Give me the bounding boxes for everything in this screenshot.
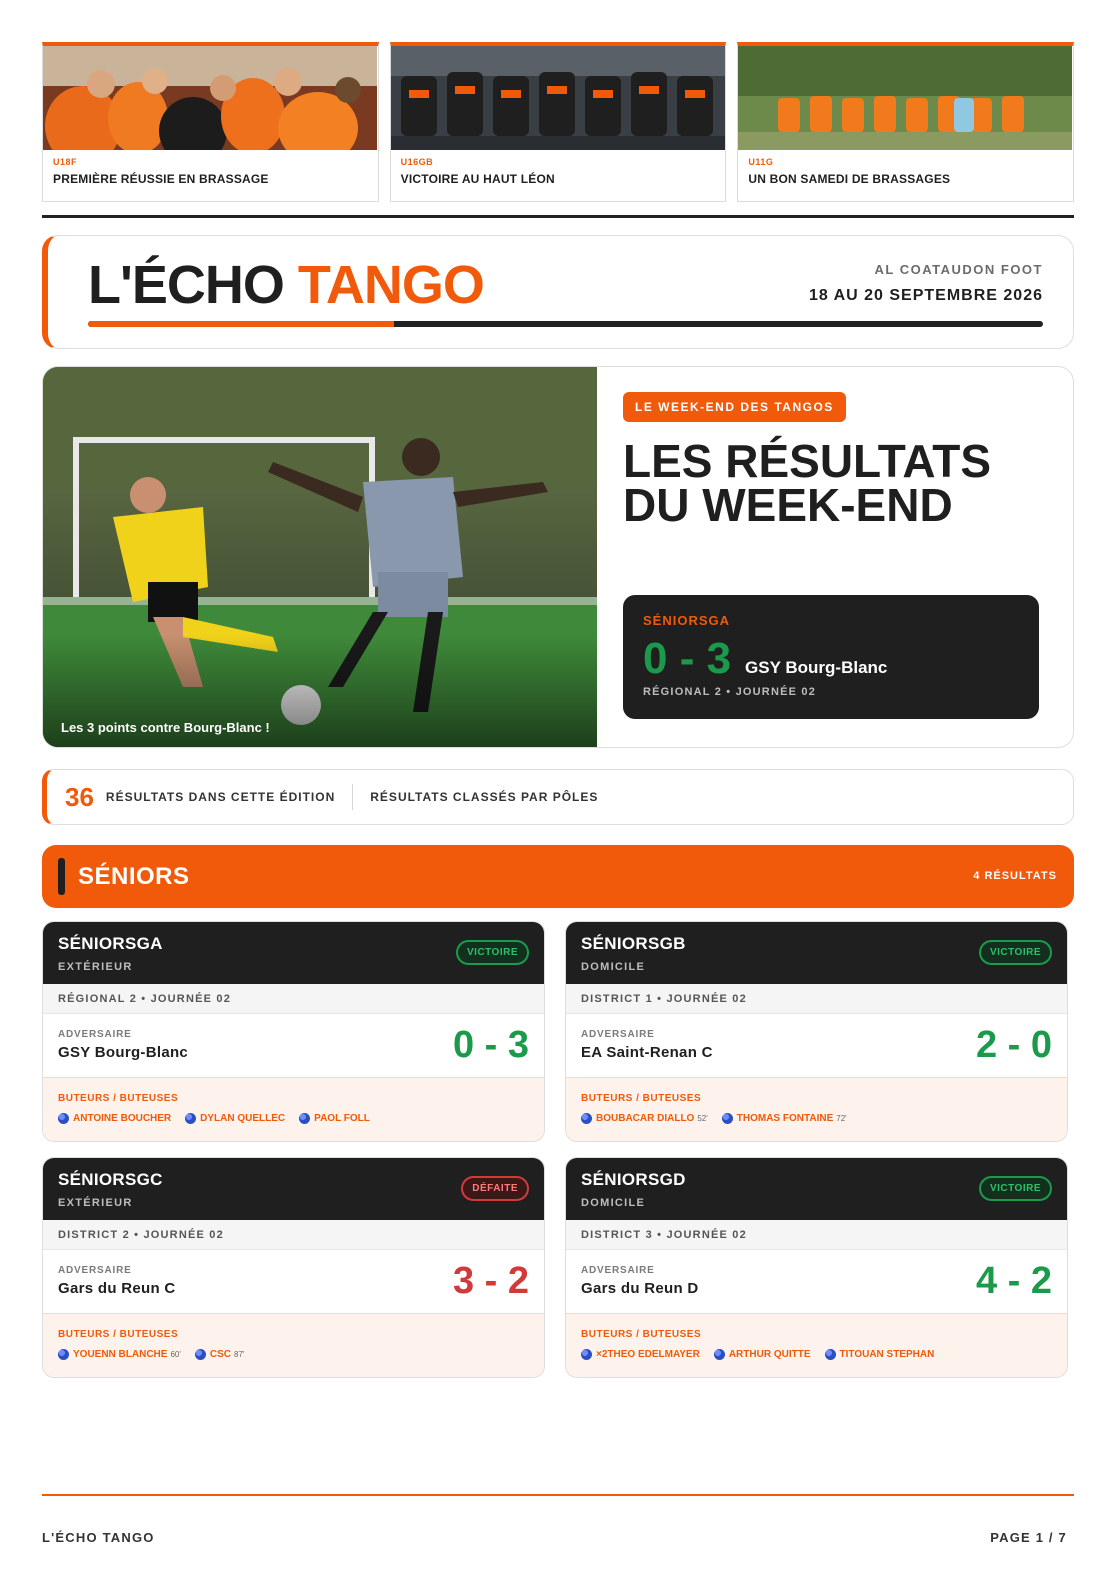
footer-title: L'ÉCHO TANGO [42,1530,155,1545]
results-count: 36 [65,781,94,812]
section-header-seniors [42,845,1074,908]
match-score: 2 - 0 [975,1024,1052,1066]
ball-icon [825,1349,836,1360]
ball-icon [58,1113,69,1124]
news-tag: U16GB [400,157,434,167]
news-title[interactable]: VICTOIRE AU HAUT LÉON [400,172,555,186]
opponent-label: ADVERSAIRE [58,1265,132,1276]
ball-icon [58,1349,69,1360]
match-venue: DOMICILE [581,1197,646,1209]
ball-icon [581,1349,592,1360]
match-competition: DISTRICT 1 • JOURNÉE 02 [566,984,1067,1014]
match-venue: EXTÉRIEUR [58,1197,133,1209]
news-row [42,42,1074,202]
scorer-name: YOUENN BLANCHE [73,1349,168,1360]
ball-icon [185,1113,196,1124]
masthead-bar [88,321,1043,327]
stat-divider [352,784,353,810]
hero-headline [623,435,1053,531]
match-team: SÉNIORSGC [58,1170,163,1189]
opponent-name: Gars du Reun C [58,1280,176,1297]
match-card[interactable] [42,921,545,1142]
match-card[interactable] [565,921,1068,1142]
hero-caption: Les 3 points contre Bourg-Blanc ! [61,720,270,735]
match-card[interactable] [565,1157,1068,1378]
scorer-name: BOUBACAR DIALLO [596,1113,695,1124]
opponent-label: ADVERSAIRE [58,1029,132,1040]
hero [42,366,1074,748]
club-name: AL COATAUDON FOOT [874,262,1043,277]
result-badge: VICTOIRE [456,940,529,965]
hero-score-meta: RÉGIONAL 2 • JOURNÉE 02 [643,686,817,698]
news-title[interactable]: PREMIÈRE RÉUSSIE EN BRASSAGE [53,172,269,186]
hero-score-opponent: GSY Bourg-Blanc [745,658,888,677]
match-competition: DISTRICT 3 • JOURNÉE 02 [566,1220,1067,1250]
hero-tag: LE WEEK-END DES TANGOS [623,392,846,422]
hero-score-card[interactable] [623,595,1039,719]
match-score: 4 - 2 [975,1260,1052,1302]
scorer-name: ×2THEO EDELMAYER [596,1349,700,1360]
masthead-title-accent: TANGO [297,255,484,315]
scorer-name: ARTHUR QUITTE [728,1349,811,1360]
hero-headline-line: LES RÉSULTATS [623,435,991,487]
result-badge: VICTOIRE [979,1176,1052,1201]
news-tag: U18F [53,157,78,167]
scorer-name: TITOUAN STEPHAN [839,1349,935,1360]
masthead-title-main: L'ÉCHO [88,255,298,315]
match-score: 3 - 2 [452,1260,529,1302]
news-photo [391,46,726,150]
masthead-title [88,254,484,316]
scorer-name: CSC [209,1349,232,1360]
goal-minute: 60' [170,1350,181,1359]
news-photo [738,46,1073,150]
news-photo [43,46,378,150]
news-card-u18f[interactable] [42,42,379,202]
goal-minute: 87' [234,1350,245,1359]
opponent-label: ADVERSAIRE [581,1029,655,1040]
news-title[interactable]: UN BON SAMEDI DE BRASSAGES [748,172,951,186]
match-venue: DOMICILE [581,961,646,973]
section-bar [58,858,65,895]
scorer [299,1113,370,1124]
match-card[interactable] [42,1157,545,1378]
scorer-name: DYLAN QUELLEC [200,1113,286,1124]
scorers-label: BUTEURS / BUTEUSES [58,1329,179,1340]
scorer [58,1349,181,1360]
ball-icon [722,1113,733,1124]
match-team: SÉNIORSGD [581,1170,686,1189]
section-count: 4 RÉSULTATS [973,870,1057,882]
hero-photo [43,367,597,747]
results-summary [42,769,1074,825]
goal-minute: 52' [697,1114,708,1123]
match-venue: EXTÉRIEUR [58,961,133,973]
results-count-label: RÉSULTATS DANS CETTE ÉDITION [105,790,336,804]
opponent-name: EA Saint-Renan C [581,1044,713,1061]
hero-headline-line: DU WEEK-END [623,479,953,531]
match-competition: RÉGIONAL 2 • JOURNÉE 02 [43,984,544,1014]
goal-minute: 72' [836,1114,847,1123]
scorers-label: BUTEURS / BUTEUSES [581,1093,702,1104]
scorer [714,1349,811,1360]
ball-icon [581,1113,592,1124]
match-team: SÉNIORSGB [581,934,686,953]
page-number: PAGE 1 / 7 [990,1530,1067,1545]
scorer-name: THOMAS FONTAINE [736,1113,834,1124]
scorer [58,1113,171,1124]
scorers-label: BUTEURS / BUTEUSES [58,1093,179,1104]
opponent-name: GSY Bourg-Blanc [58,1044,189,1061]
match-grid [42,921,1074,1378]
ball-icon [299,1113,310,1124]
footer-divider [42,1494,1074,1496]
ball-icon [195,1349,206,1360]
match-score: 0 - 3 [452,1024,529,1066]
news-card-u11g[interactable] [737,42,1074,202]
hero-score-team: SÉNIORSGA [643,613,731,628]
ball-icon [714,1349,725,1360]
scorer [195,1349,245,1360]
scorer [581,1113,708,1124]
result-badge: DÉFAITE [461,1176,529,1201]
match-competition: DISTRICT 2 • JOURNÉE 02 [43,1220,544,1250]
masthead [42,235,1074,349]
scorer [581,1349,700,1360]
match-team: SÉNIORSGA [58,934,163,953]
edition-date: 18 AU 20 SEPTEMBRE 2026 [808,287,1043,304]
opponent-label: ADVERSAIRE [581,1265,655,1276]
divider [42,215,1074,218]
scorer [722,1113,847,1124]
hero-score: 0 - 3 [643,634,732,683]
news-card-u16gb[interactable] [390,42,727,202]
scorers-label: BUTEURS / BUTEUSES [581,1329,702,1340]
section-title: SÉNIORS [78,863,190,890]
scorer-name: ANTOINE BOUCHER [73,1113,172,1124]
scorer-name: PAOL FOLL [314,1113,370,1124]
opponent-name: Gars du Reun D [581,1280,699,1297]
results-sort-label: RÉSULTATS CLASSÉS PAR PÔLES [370,790,599,804]
news-tag: U11G [748,157,774,167]
scorer [825,1349,935,1360]
scorer [185,1113,285,1124]
result-badge: VICTOIRE [979,940,1052,965]
